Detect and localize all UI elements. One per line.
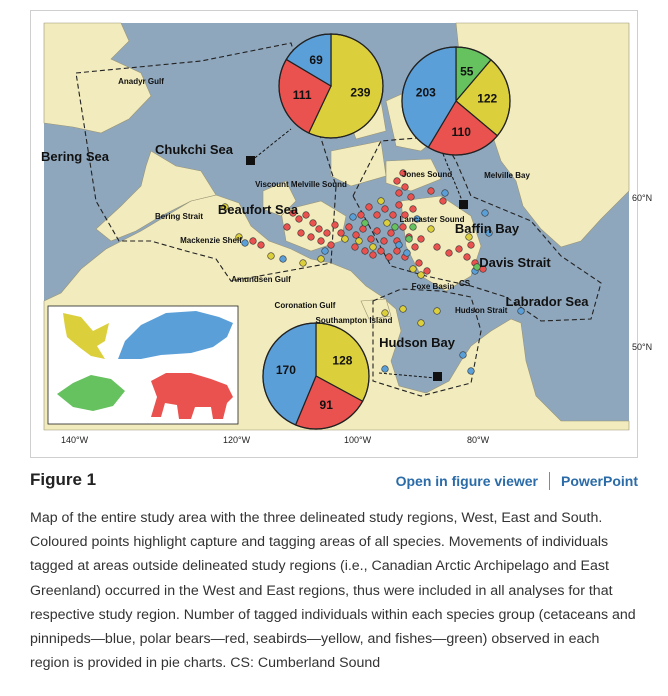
label-mackenzie-shelf: Mackenzie Shelf bbox=[180, 236, 242, 245]
lon-140-label: 140°W bbox=[61, 435, 89, 445]
tagging-point-bears bbox=[332, 222, 339, 229]
tagging-point-bears bbox=[412, 244, 419, 251]
open-figure-viewer-link[interactable]: Open in figure viewer bbox=[395, 473, 538, 489]
tagging-point-bears bbox=[396, 202, 403, 209]
tagging-point-bears bbox=[310, 220, 317, 227]
pie-west-label-seabirds: 239 bbox=[350, 85, 371, 100]
tagging-point-bears bbox=[250, 238, 257, 245]
tagging-point-fishes bbox=[406, 236, 413, 243]
figure-caption: Map of the entire study area with the three delineated study regions, West, East and South. Coloured points highlight capture and tagging areas of all species. Movements of individuals tagged at areas outside delineated study regions (i.e., Canadian Arctic Archipelago and East Greenland) occurred in the West and East regions, thus were included in all analyses for that respective study region. Number of tagged individuals within each species group (cetaceans and pinnipeds—blue, polar bears—red, seabirds—yellow, and fishes—green) observed in each region is provided in pie charts. CS: Cumberland Sound bbox=[30, 510, 636, 672]
tagging-point-seabirds bbox=[434, 308, 441, 315]
tagging-point-bears bbox=[298, 230, 305, 237]
tagging-point-bears bbox=[374, 228, 381, 235]
tagging-point-bears bbox=[388, 230, 395, 237]
tagging-point-seabirds bbox=[418, 272, 425, 279]
south-callout-marker bbox=[433, 372, 442, 381]
tagging-point-cetaceans bbox=[460, 352, 467, 359]
label-labrador-sea: Labrador Sea bbox=[505, 294, 589, 309]
tagging-point-bears bbox=[328, 242, 335, 249]
tagging-point-bears bbox=[390, 212, 397, 219]
tagging-point-bears bbox=[416, 260, 423, 267]
pie-west-label-cetaceans: 69 bbox=[309, 52, 323, 67]
tagging-point-cetaceans bbox=[442, 190, 449, 197]
tagging-point-bears bbox=[360, 226, 367, 233]
tagging-point-seabirds bbox=[384, 220, 391, 227]
tagging-point-bears bbox=[308, 234, 315, 241]
tagging-point-bears bbox=[394, 248, 401, 255]
tagging-point-bears bbox=[402, 184, 409, 191]
tagging-point-bears bbox=[434, 244, 441, 251]
pie-south-label-bears: 91 bbox=[319, 397, 333, 412]
tagging-point-bears bbox=[316, 226, 323, 233]
east-callout-marker bbox=[459, 200, 468, 209]
tagging-point-bears bbox=[303, 212, 310, 219]
pie-south bbox=[263, 323, 369, 429]
tagging-point-cetaceans bbox=[468, 368, 475, 375]
tagging-point-bears bbox=[374, 212, 381, 219]
lon-80-label: 80°W bbox=[467, 435, 490, 445]
pie-west bbox=[279, 34, 383, 138]
tagging-point-bears bbox=[368, 236, 375, 243]
tagging-point-bears bbox=[346, 224, 353, 231]
tagging-point-bears bbox=[428, 188, 435, 195]
tagging-point-cetaceans bbox=[350, 214, 357, 221]
label-melville-bay: Melville Bay bbox=[484, 171, 530, 180]
tagging-point-cetaceans bbox=[382, 366, 389, 373]
tagging-point-bears bbox=[418, 236, 425, 243]
tagging-point-bears bbox=[366, 204, 373, 211]
lat-60-label: 60°N bbox=[632, 193, 653, 203]
tagging-point-bears bbox=[410, 206, 417, 213]
tagging-point-bears bbox=[408, 194, 415, 201]
tagging-point-fishes bbox=[392, 224, 399, 231]
label-beaufort-sea: Beaufort Sea bbox=[217, 202, 299, 217]
label-viscount-melville-sound: Viscount Melville Sound bbox=[255, 180, 347, 189]
tagging-point-bears bbox=[396, 190, 403, 197]
label-chukchi-sea: Chukchi Sea bbox=[154, 142, 234, 157]
lon-120-label: 120°W bbox=[223, 435, 251, 445]
powerpoint-link[interactable]: PowerPoint bbox=[560, 473, 638, 489]
tagging-point-bears bbox=[370, 252, 377, 259]
tagging-point-cetaceans bbox=[396, 242, 403, 249]
tagging-point-cetaceans bbox=[280, 256, 287, 263]
label-baffin-bay: Baffin Bay bbox=[454, 221, 520, 236]
tagging-point-seabirds bbox=[356, 238, 363, 245]
label-hudson-strait: Hudson Strait bbox=[455, 306, 508, 315]
pie-east-label-fishes: 55 bbox=[460, 64, 474, 79]
tagging-point-seabirds bbox=[378, 198, 385, 205]
figure-title: Figure 1 bbox=[30, 470, 97, 489]
link-divider bbox=[549, 472, 550, 490]
tagging-point-seabirds bbox=[410, 266, 417, 273]
label-coronation-gulf: Coronation Gulf bbox=[274, 301, 336, 310]
tagging-point-bears bbox=[400, 224, 407, 231]
figure-links bbox=[396, 472, 638, 490]
tagging-point-bears bbox=[353, 232, 360, 239]
west-callout-marker bbox=[246, 156, 255, 165]
tagging-point-seabirds bbox=[342, 236, 349, 243]
figure-header bbox=[30, 467, 638, 493]
tagging-point-seabirds bbox=[318, 256, 325, 263]
label-anadyr-gulf: Anadyr Gulf bbox=[118, 77, 164, 86]
tagging-point-seabirds bbox=[300, 260, 307, 267]
tagging-point-fishes bbox=[410, 224, 417, 231]
pie-east-label-seabirds: 122 bbox=[477, 91, 498, 106]
tagging-point-bears bbox=[358, 212, 365, 219]
tagging-point-cetaceans bbox=[322, 248, 329, 255]
pie-east-label-cetaceans: 203 bbox=[415, 85, 436, 100]
tagging-point-seabirds bbox=[370, 244, 377, 251]
tagging-point-bears bbox=[382, 206, 389, 213]
tagging-point-bears bbox=[362, 248, 369, 255]
pie-east bbox=[402, 47, 510, 155]
label-hudson-bay: Hudson Bay bbox=[379, 335, 455, 350]
tagging-point-bears bbox=[440, 198, 447, 205]
lat-50-label: 50°N bbox=[632, 342, 653, 352]
label-amundsen-gulf: Amundsen Gulf bbox=[231, 275, 291, 284]
label-lancaster-sound: Lancaster Sound bbox=[399, 215, 465, 224]
label-southampton-island: Southampton Island bbox=[315, 316, 393, 325]
tagging-point-bears bbox=[318, 238, 325, 245]
label-cs: CS bbox=[459, 279, 471, 288]
tagging-point-seabirds bbox=[400, 306, 407, 313]
tagging-point-bears bbox=[381, 238, 388, 245]
label-foxe-basin: Foxe Basin bbox=[411, 282, 455, 291]
species-legend bbox=[48, 306, 238, 424]
tagging-point-bears bbox=[258, 242, 265, 249]
pie-east-label-bears: 110 bbox=[451, 124, 471, 139]
tagging-point-bears bbox=[394, 178, 401, 185]
tagging-point-bears bbox=[338, 230, 345, 237]
tagging-point-bears bbox=[464, 254, 471, 261]
tagging-point-seabirds bbox=[268, 253, 275, 260]
tagging-point-bears bbox=[352, 244, 359, 251]
label-bering-strait: Bering Strait bbox=[154, 212, 204, 221]
pie-south-label-cetaceans: 170 bbox=[275, 362, 296, 377]
label-davis-strait: Davis Strait bbox=[479, 255, 551, 270]
pie-west-label-bears: 111 bbox=[292, 87, 312, 102]
lon-100-label: 100°W bbox=[344, 435, 372, 445]
tagging-point-bears bbox=[324, 230, 331, 237]
tagging-point-fishes bbox=[362, 220, 369, 227]
tagging-point-bears bbox=[424, 268, 431, 275]
figure-frame bbox=[30, 10, 653, 458]
tagging-point-seabirds bbox=[418, 320, 425, 327]
pie-south-label-seabirds: 128 bbox=[332, 353, 353, 368]
tagging-point-bears bbox=[378, 248, 385, 255]
tagging-point-cetaceans bbox=[404, 250, 411, 257]
tagging-point-cetaceans bbox=[242, 240, 249, 247]
tagging-point-bears bbox=[468, 242, 475, 249]
tagging-point-bears bbox=[446, 250, 453, 257]
tagging-point-bears bbox=[284, 224, 291, 231]
label-jones-sound: Jones Sound bbox=[401, 170, 453, 179]
tagging-point-bears bbox=[456, 246, 463, 253]
label-bering-sea: Bering Sea bbox=[41, 149, 109, 164]
tagging-point-seabirds bbox=[428, 226, 435, 233]
tagging-point-bears bbox=[386, 254, 393, 261]
study-area-map bbox=[31, 11, 653, 457]
tagging-point-cetaceans bbox=[482, 210, 489, 217]
